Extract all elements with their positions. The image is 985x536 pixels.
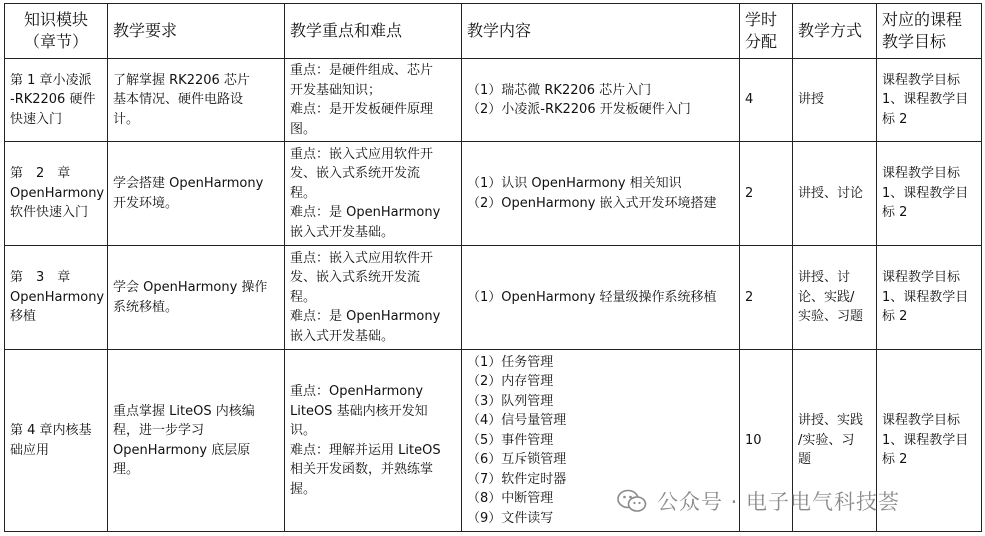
cell-line: 程，进一步学习 [113, 423, 205, 438]
cell-line: OpenHarmony 底层原 [113, 442, 251, 458]
cell-line: 教学重点和难点 [290, 21, 403, 40]
cell-line: 学时 [745, 10, 778, 29]
cell-line: （5）事件管理 [467, 432, 554, 448]
cell-line: 分配 [745, 32, 778, 51]
course-table [4, 3, 982, 532]
cell-line: （1）OpenHarmony 轻量级操作系统移植 [467, 289, 717, 305]
watermark-text: 公众号 · 电子电气科技荟 [657, 490, 901, 514]
cell-line: 软件快速入门 [10, 205, 89, 221]
cell-line: 难点：理解并运用 LiteOS [290, 442, 441, 458]
focus-cell [285, 246, 462, 350]
watermark [617, 486, 900, 516]
cell-line: 难点：是 OpenHarmony [290, 205, 441, 221]
cell-line: （6）互斥锁管理 [467, 452, 567, 468]
cell-line: 了解掌握 RK2206 芯片 [113, 72, 250, 88]
requirement-cell [108, 350, 285, 532]
cell-line: 第 2 章 [10, 166, 71, 182]
cell-line: 握。 [290, 481, 317, 497]
cell-line: 难点：是开发板硬件原理 [290, 102, 434, 117]
header-cell [740, 4, 793, 59]
cell-line: 发、嵌入式系统开发流 [290, 270, 421, 286]
cell-line: 讲授、讨 [798, 270, 851, 286]
cell-line: /实验、习 [798, 432, 855, 448]
cell-line: 嵌入式开发基础。 [290, 328, 395, 344]
cell-line: 1、课程教学目 [882, 289, 969, 305]
cell-line: 快速入门 [10, 111, 63, 127]
focus-cell [285, 142, 462, 246]
cell-line: 系统移植。 [113, 299, 179, 315]
header-cell [462, 4, 740, 59]
cell-line: 教学内容 [467, 21, 532, 40]
cell-line: 知识模块 [23, 10, 88, 29]
requirement-cell [108, 246, 285, 350]
cell-line: 重点掌握 LiteOS 内核编 [113, 403, 255, 419]
focus-cell [285, 59, 462, 142]
cell-line: 1、课程教学目 [882, 185, 969, 201]
cell-line: 开发环境。 [113, 195, 179, 211]
cell-line: （章节） [23, 32, 88, 51]
cell-line: 图。 [290, 121, 317, 137]
cell-line: 课程教学目标 [882, 166, 961, 182]
cell-line: （4）信号量管理 [467, 413, 567, 429]
header-cell [793, 4, 877, 59]
hours-cell: 2 [740, 142, 793, 246]
focus-cell [285, 350, 462, 532]
cell-line: 理。 [113, 462, 140, 477]
table-row [5, 142, 982, 246]
method-cell [793, 142, 877, 246]
cell-line: 对应的课程 [882, 10, 963, 29]
cell-line: 论、实践/ [798, 289, 855, 305]
cell-line: （2）内存管理 [467, 374, 554, 390]
header-cell [108, 4, 285, 59]
cell-line: （2）小凌派-RK2206 开发板硬件入门 [467, 102, 691, 117]
cell-line: 难点：是 OpenHarmony [290, 309, 441, 325]
goals-cell [877, 142, 982, 246]
cell-line: 础应用 [10, 442, 50, 458]
method-cell [793, 59, 877, 142]
hours-cell: 10 [740, 350, 793, 532]
cell-line: 移植 [10, 309, 37, 325]
cell-line: 课程教学目标 [882, 413, 961, 429]
cell-line: （9）文件读写 [467, 510, 554, 526]
cell-line: 标 2 [882, 205, 908, 221]
cell-line: 课程教学目标 [882, 72, 961, 88]
cell-line: 讲授、实践 [798, 413, 864, 429]
header-cell [5, 4, 108, 59]
cell-line: 讲授、讨论 [798, 185, 864, 201]
cell-line: 学会 OpenHarmony 操作 [113, 280, 268, 295]
module-cell [5, 350, 108, 532]
cell-line: （1）瑞芯微 RK2206 芯片入门 [467, 82, 652, 98]
module-cell [5, 246, 108, 350]
cell-line: 课程教学目标 [882, 270, 961, 286]
cell-line: 识。 [290, 423, 317, 438]
cell-line: 标 2 [882, 452, 908, 468]
cell-line: （1）认识 OpenHarmony 相关知识 [467, 176, 682, 191]
cell-line: 实验、习题 [798, 309, 864, 325]
cell-line: 1、课程教学目 [882, 432, 969, 448]
module-cell [5, 142, 108, 246]
cell-line: 程。 [290, 289, 317, 305]
cell-line: 教学目标 [882, 32, 947, 51]
cell-line: 计。 [113, 111, 140, 127]
content-cell [462, 142, 740, 246]
cell-line: LiteOS 基础内核开发知 [290, 403, 428, 419]
content-cell [462, 246, 740, 350]
cell-line: （3）队列管理 [467, 393, 554, 409]
header-row [5, 4, 982, 59]
cell-line: 教学要求 [113, 21, 178, 40]
cell-line: 重点：嵌入式应用软件开 [290, 146, 434, 162]
cell-line: （2）OpenHarmony 嵌入式开发环境搭建 [467, 195, 717, 211]
cell-line: 第 3 章 [10, 270, 71, 286]
cell-line: -RK2206 硬件 [10, 92, 96, 108]
cell-line: 重点：OpenHarmony [290, 384, 424, 399]
cell-line: 第 4 章内核基 [10, 423, 92, 438]
header-cell [877, 4, 982, 59]
cell-line: 重点：嵌入式应用软件开 [290, 250, 434, 266]
cell-line: 题 [798, 452, 812, 468]
cell-line: 教学方式 [798, 21, 863, 40]
requirement-cell [108, 59, 285, 142]
hours-cell: 2 [740, 246, 793, 350]
cell-line: 学会搭建 OpenHarmony [113, 176, 264, 191]
method-cell [793, 246, 877, 350]
cell-line: 嵌入式开发基础。 [290, 224, 395, 240]
cell-line: （8）中断管理 [467, 491, 554, 507]
cell-line: OpenHarmony [10, 289, 105, 305]
cell-line: OpenHarmony [10, 185, 105, 201]
cell-line: 相关开发函数，并熟练掌 [290, 462, 434, 477]
cell-line: 基本情况、硬件电路设 [113, 92, 244, 108]
hours-cell: 4 [740, 59, 793, 142]
cell-line: 重点：是硬件组成、芯片 [290, 63, 434, 78]
cell-line: 标 2 [882, 111, 908, 127]
wechat-icon [617, 489, 647, 513]
cell-line: （7）软件定时器 [467, 471, 567, 487]
header-cell [285, 4, 462, 59]
goals-cell [877, 246, 982, 350]
cell-line: 第 1 章小凌派 [10, 72, 92, 88]
cell-line: （1）任务管理 [467, 354, 554, 370]
cell-line: 程。 [290, 185, 317, 201]
goals-cell [877, 59, 982, 142]
cell-line: 开发基础知识； [290, 82, 382, 98]
cell-line: 发、嵌入式系统开发流 [290, 166, 421, 182]
cell-line: 标 2 [882, 309, 908, 325]
cell-line: 讲授 [798, 92, 825, 108]
module-cell [5, 59, 108, 142]
requirement-cell [108, 142, 285, 246]
content-cell [462, 59, 740, 142]
table-row [5, 59, 982, 142]
cell-line: 1、课程教学目 [882, 92, 969, 108]
table-row [5, 246, 982, 350]
